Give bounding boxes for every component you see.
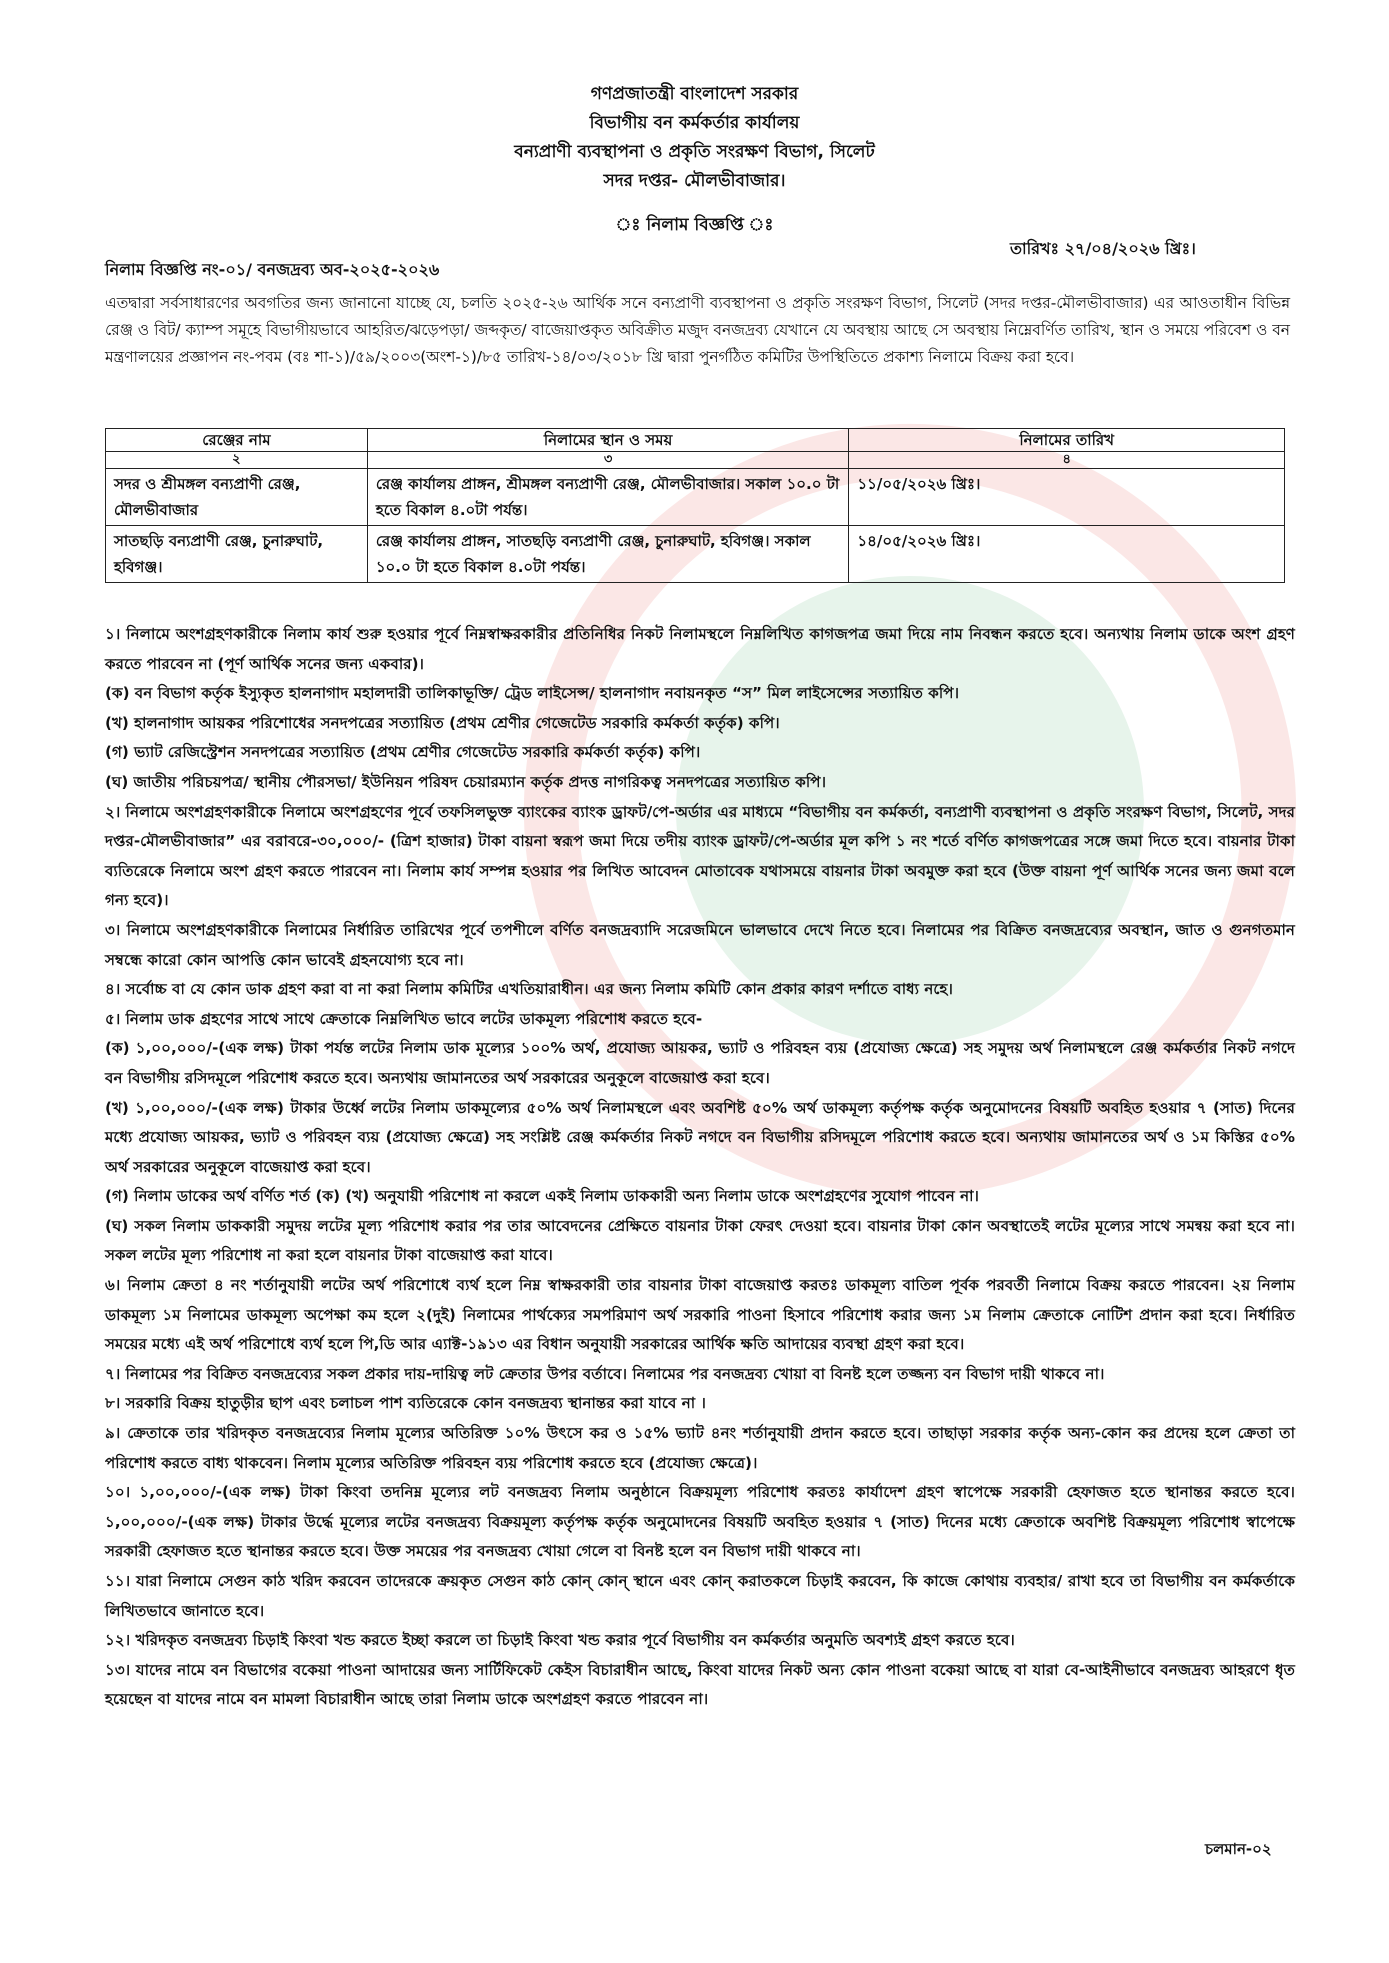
term-clause: (খ) ১,০০,০০০/-(এক লক্ষ) টাকার উর্ধ্বে লটের নিলাম ডাকমূল্যের ৫০% অর্থ নিলামস্থলে এবং অবশিষ্ট ৫০% অর্থ ডাকমূল্য কর্তৃপক্ষ কর্তৃক অনুমোদনের বিষয়টি অবহিত হওয়ার ৭ (সাত) দিনের মধ্যে প্রযোজ্য আয়কর, ভ্যাট ও পরিবহন ব্যয় (প্রযোজ্য ক্ষেত্রে) সহ সংশ্লিষ্ট রেঞ্জ কর্মকর্তার নিকট নগদে বন বিভাগীয় রসিদমূলে পরিশোধ করতে হবে। অন্যথায় জামানতের অর্থ ও ১ম কিস্তির ৫০% অর্থ সরকারের অনুকূলে বাজেয়াপ্ত করা হবে। xyxy=(105,1098,1295,1176)
cell-place: রেঞ্জ কার্যালয় প্রাঙ্গন, সাতছড়ি বন্যপ্রাণী রেঞ্জ, চুনারুঘাট, হবিগঞ্জ। সকাল ১০.০ টা হতে বিকাল ৪.০টা পর্যন্ত। xyxy=(367,526,849,583)
term-clause: (খ) হালনাগাদ আয়কর পরিশোধের সনদপত্রের সত্যায়িত (প্রথম শ্রেণীর গেজেটেড সরকারি কর্মকর্তা কর্তৃক) কপি। xyxy=(105,713,780,732)
auction-schedule-table xyxy=(105,428,1285,583)
term-clause: ১০। ১,০০,০০০/-(এক লক্ষ) টাকা কিংবা তদনিম্ন মূল্যের লট বনজদ্রব্য নিলাম অনুষ্ঠানে বিক্রয়মূল্য পরিশোধ করতঃ কার্যাদেশ গ্রহণ স্বাপেক্ষে সরকারী হেফাজত হতে স্থানান্তর করতে হবে। ১,০০,০০০/-(এক লক্ষ) টাকার উর্দ্ধে মূল্যের লটের বনজদ্রব্য বিক্রয়মূল্য কর্তৃপক্ষ কর্তৃক অনুমোদনের বিষয়টি অবহিত হওয়ার ৭ (সাত) দিনের মধ্যে ক্রেতাকে অবশিষ্ট বিক্রয়মূল্য পরিশোধ স্বাপেক্ষে সরকারী হেফাজত হতে স্থানান্তর করতে হবে। উক্ত সময়ের পর বনজদ্রব্য খোয়া গেলে বা বিনষ্ট হলে বন বিভাগ দায়ী থাকবে না। xyxy=(105,1483,1295,1561)
header-office: বিভাগীয় বন কর্মকর্তার কার্যালয় xyxy=(589,113,800,133)
notice-title: ঃ নিলাম বিজ্ঞপ্তি ঃ xyxy=(615,215,774,235)
table-row xyxy=(106,526,1285,583)
col-number: ৩ xyxy=(367,452,849,469)
term-clause: ৩। নিলামে অংশগ্রহণকারীকে নিলামের নির্ধারিত তারিখের পূর্বে তপশীলে বর্ণিত বনজদ্রব্যাদি সরেজমিনে ভালভাবে দেখে নিতে হবে। নিলামের পর বিক্রিত বনজদ্রব্যের অবস্থান, জাত ও গুনগতমান সম্বন্ধে কারো কোন আপত্তি কোন ভাবেই গ্রহনযোগ্য হবে না। xyxy=(105,920,1295,969)
term-clause: ৬। নিলাম ক্রেতা ৪ নং শর্তানুযায়ী লটের অর্থ পরিশোধে ব্যর্থ হলে নিম্ন স্বাক্ষরকারী তার বায়নার টাকা বাজেয়াপ্ত করতঃ ডাকমূল্য বাতিল পূর্বক পরবর্তী নিলামে বিক্রয় করতে পারবেন। ২য় নিলাম ডাকমূল্য ১ম নিলামের ডাকমূল্য অপেক্ষা কম হলে ২(দুই) নিলামের পার্থক্যের সমপরিমাণ অর্থ সরকারি পাওনা হিসাবে পরিশোধ করার জন্য ১ম নিলাম ক্রেতাকে নোটিশ প্রদান করা হবে। নির্ধারিত সময়ের মধ্যে এই অর্থ পরিশোধে ব্যর্থ হলে পি,ডি আর এ্যাক্ট-১৯১৩ এর বিধান অনুযায়ী সরকারের আর্থিক ক্ষতি আদায়ের ব্যবস্থা গ্রহণ করা হবে। xyxy=(105,1276,1295,1354)
term-clause: ৪। সর্বোচ্চ বা যে কোন ডাক গ্রহণ করা বা না করা নিলাম কমিটির এখতিয়ারাধীন। এর জন্য নিলাম কমিটি কোন প্রকার কারণ দর্শাতে বাধ্য নহে। xyxy=(105,980,953,999)
term-clause: ৫। নিলাম ডাক গ্রহণের সাথে সাথে ক্রেতাকে নিম্নলিখিত ভাবে লটের ডাকমূল্য পরিশোধ করতে হবে- xyxy=(105,1009,703,1028)
header-range-name: রেঞ্জের নাম xyxy=(106,429,368,452)
terms-list xyxy=(105,620,1295,1715)
header-place-time: নিলামের স্থান ও সময় xyxy=(367,429,849,452)
intro-paragraph: এতদ্বারা সর্বসাধারণের অবগতির জন্য জানানো যাচ্ছে যে, চলতি ২০২৫-২৬ আর্থিক সনে বন্যপ্রাণী ব্যবস্থাপনা ও প্রকৃতি সংরক্ষণ বিভাগ, সিলেট (সদর দপ্তর-মৌলভীবাজার) এর আওতাধীন বিভিন্ন রেঞ্জ ও বিট/ ক্যাম্প সমূহে বিভাগীয়ভাবে আহরিত/ঝড়েপড়া/ জব্দকৃত/ বাজেয়াপ্তকৃত অবিক্রীত মজুদ বনজদ্রব্য যেখানে যে অবস্থায় আছে সে অবস্থায় নিম্নেবর্ণিত তারিখ, স্থান ও সময়ে পরিবেশ ও বন মন্ত্রণালয়ের প্রজ্ঞাপন নং-পবম (বঃ শা-১)/৫৯/২০০৩(অংশ-১)/৮৫ তারিখ-১৪/০৩/২০১৮ খ্রি দ্বারা পুনর্গঠিত কমিটির উপস্থিতিতে প্রকাশ্য নিলামে বিক্রয় করা হবে। xyxy=(105,294,1290,366)
term-clause: ১২। খরিদকৃত বনজদ্রব্য চিড়াই কিংবা খন্ড করতে ইচ্ছা করলে তা চিড়াই কিংবা খন্ড করার পূর্বে বিভাগীয় বন কর্মকর্তার অনুমতি অবশ্যই গ্রহণ করতে হবে। xyxy=(105,1631,1015,1650)
cell-range: সদর ও শ্রীমঙ্গল বন্যপ্রাণী রেঞ্জ, মৌলভীবাজার xyxy=(106,469,368,526)
notice-date: তারিখঃ ২৭/০৪/২০২৬ খ্রিঃ। xyxy=(1010,239,1196,258)
continued-page-marker: চলমান-০২ xyxy=(1205,1840,1272,1858)
table-row xyxy=(106,469,1285,526)
cell-date: ১৪/০৫/২০২৬ খ্রিঃ। xyxy=(849,526,1285,583)
col-number: ২ xyxy=(106,452,368,469)
notice-reference: নিলাম বিজ্ঞপ্তি নং-০১/ বনজদ্রব্য অব-২০২৫-২০২৬ xyxy=(105,260,440,279)
term-clause: ১৩। যাদের নামে বন বিভাগের বকেয়া পাওনা আদায়ের জন্য সার্টিফিকেট কেইস বিচারাধীন আছে, কিংবা যাদের নিকট অন্য কোন পাওনা বকেয়া আছে বা যারা বে-আইনীভাবে বনজদ্রব্য আহরণে ধৃত হয়েছেন বা যাদের নামে বন মামলা বিচারাধীন আছে তারা নিলাম ডাকে অংশগ্রহণ করতে পারবেন না। xyxy=(105,1660,1295,1709)
header-hq: সদর দপ্তর- মৌলভীবাজার। xyxy=(603,171,786,191)
col-number: ৪ xyxy=(849,452,1285,469)
term-clause: (ক) ১,০০,০০০/-(এক লক্ষ) টাকা পর্যন্ত লটের নিলাম ডাক মূল্যের ১০০% অর্থ, প্রযোজ্য আয়কর, ভ্যাট ও পরিবহন ব্যয় (প্রযোজ্য ক্ষেত্রে) সহ সমুদয় অর্থ নিলামস্থলে রেঞ্জ কর্মকর্তার নিকট নগদে বন বিভাগীয় রসিদমূলে পরিশোধ করতে হবে। অন্যথায় জামানতের অর্থ সরকারের অনুকূলে বাজেয়াপ্ত করা হবে। xyxy=(105,1039,1295,1087)
header-govt: গণপ্রজাতন্ত্রী বাংলাদেশ সরকার xyxy=(590,84,799,104)
cell-range: সাতছড়ি বন্যপ্রাণী রেঞ্জ, চুনারুঘাট, হবিগঞ্জ। xyxy=(106,526,368,583)
cell-date: ১১/০৫/২০২৬ খ্রিঃ। xyxy=(849,469,1285,526)
table-header-row xyxy=(106,429,1285,452)
term-clause: ১। নিলামে অংশগ্রহণকারীকে নিলাম কার্য শুরু হওয়ার পূর্বে নিম্নস্বাক্ষরকারীর প্রতিনিধির নিকট নিলামস্থলে নিম্নলিখিত কাগজপত্র জমা দিয়ে নাম নিবন্ধন করতে হবে। অন্যথায় নিলাম ডাকে অংশ গ্রহণ করতে পারবেন না (পূর্ণ আর্থিক সনের জন্য একবার)। xyxy=(105,625,1295,673)
cell-place: রেঞ্জ কার্যালয় প্রাঙ্গন, শ্রীমঙ্গল বন্যপ্রাণী রেঞ্জ, মৌলভীবাজার। সকাল ১০.০ টা হতে বিকাল ৪.০টা পর্যন্ত। xyxy=(367,469,849,526)
term-clause: ৯। ক্রেতাকে তার খরিদকৃত বনজদ্রব্যের নিলাম মূল্যের অতিরিক্ত ১০% উৎসে কর ও ১৫% ভ্যাট ৪নং শর্তানুযায়ী প্রদান করতে হবে। তাছাড়া সরকার কর্তৃক অন্য-কোন কর প্রদেয় হলে ক্রেতা তা পরিশোধ করতে বাধ্য থাকবেন। নিলাম মূল্যের অতিরিক্ত পরিবহন ব্যয় পরিশোধ করতে হবে (প্রযোজ্য ক্ষেত্রে)। xyxy=(105,1424,1295,1472)
term-clause: (ক) বন বিভাগ কর্তৃক ইস্যুকৃত হালনাগাদ মহালদারী তালিকাভূক্তি/ ট্রেড লাইসেন্স/ হালনাগাদ নবায়নকৃত “স” মিল লাইসেন্সের সত্যায়িত কপি। xyxy=(105,684,959,703)
term-clause: (গ) নিলাম ডাকের অর্থ বর্ণিত শর্ত (ক) (খ) অনুযায়ী পরিশোধ না করলে একই নিলাম ডাককারী অন্য নিলাম ডাকে অংশগ্রহণের সুযোগ পাবেন না। xyxy=(105,1187,979,1206)
term-clause: (ঘ) জাতীয় পরিচয়পত্র/ স্থানীয় পৌরসভা/ ইউনিয়ন পরিষদ চেয়ারম্যান কর্তৃক প্রদত্ত নাগরিকত্ব সনদপত্রের সত্যায়িত কপি। xyxy=(105,772,827,791)
term-clause: ১১। যারা নিলামে সেগুন কাঠ খরিদ করবেন তাদেরকে ক্রয়কৃত সেগুন কাঠ কোন্ কোন্ স্থানে এবং কোন্ করাতকলে চিড়াই করবেন, কি কাজে কোথায় ব্যবহার/ রাখা হবে তা বিভাগীয় বন কর্মকর্তাকে লিখিতভাবে জানাতে হবে। xyxy=(105,1572,1295,1620)
term-clause: ২। নিলামে অংশগ্রহণকারীকে নিলামে অংশগ্রহণের পূর্বে তফসিলভুক্ত ব্যাংকের ব্যাংক ড্রাফট/পে-অর্ডার এর মাধ্যমে “বিভাগীয় বন কর্মকর্তা, বন্যপ্রাণী ব্যবস্থাপনা ও প্রকৃতি সংরক্ষণ বিভাগ, সিলেট, সদর দপ্তর-মৌলভীবাজার” এর বরাবরে-৩০,০০০/- (ত্রিশ হাজার) টাকা বায়না স্বরূপ জমা দিয়ে তদীয় ব্যাংক ড্রাফট/পে-অর্ডার মূল কপি ১ নং শর্তে বর্ণিত কাগজপত্রের সঙ্গে জমা দিতে হবে। বায়নার টাকা ব্যতিরেকে নিলামে অংশ গ্রহণ করতে পারবেন না। নিলাম কার্য সম্পন্ন হওয়ার পর লিখিত আবেদন মোতাবেক যথাসময়ে বায়নার টাকা অবমুক্ত করা হবে (উক্ত বায়না পূর্ণ আর্থিক সনের জন্য জমা বলে গন্য হবে)। xyxy=(105,802,1295,910)
term-clause: ৮। সরকারি বিক্রয় হাতুড়ীর ছাপ এবং চলাচল পাশ ব্যতিরেকে কোন বনজদ্রব্য স্থানান্তর করা যাবে না । xyxy=(105,1394,706,1413)
office-header xyxy=(0,80,1389,196)
table-number-row xyxy=(106,452,1285,469)
term-clause: (ঘ) সকল নিলাম ডাককারী সমুদয় লটের মূল্য পরিশোধ করার পর তার আবেদনের প্রেক্ষিতে বায়নার টাকা ফেরৎ দেওয়া হবে। বায়নার টাকা কোন অবস্থাতেই লটের মূল্যের সাথে সমন্বয় করা হবে না। সকল লটের মূল্য পরিশোধ না করা হলে বায়নার টাকা বাজেয়াপ্ত করা যাবে। xyxy=(105,1216,1295,1265)
header-auction-date: নিলামের তারিখ xyxy=(849,429,1285,452)
term-clause: ৭। নিলামের পর বিক্রিত বনজদ্রব্যের সকল প্রকার দায়-দায়িত্ব লট ক্রেতার উপর বর্তাবে। নিলামের পর বনজদ্রব্য খোয়া বা বিনষ্ট হলে তজ্জন্য বন বিভাগ দায়ী থাকবে না। xyxy=(105,1364,1105,1383)
term-clause: (গ) ভ্যাট রেজিস্ট্রেশন সনদপত্রের সত্যায়িত (প্রথম শ্রেণীর গেজেটেড সরকারি কর্মকর্তা কর্তৃক) কপি। xyxy=(105,743,701,762)
header-division: বন্যপ্রাণী ব্যবস্থাপনা ও প্রকৃতি সংরক্ষণ বিভাগ, সিলেট xyxy=(514,142,875,162)
